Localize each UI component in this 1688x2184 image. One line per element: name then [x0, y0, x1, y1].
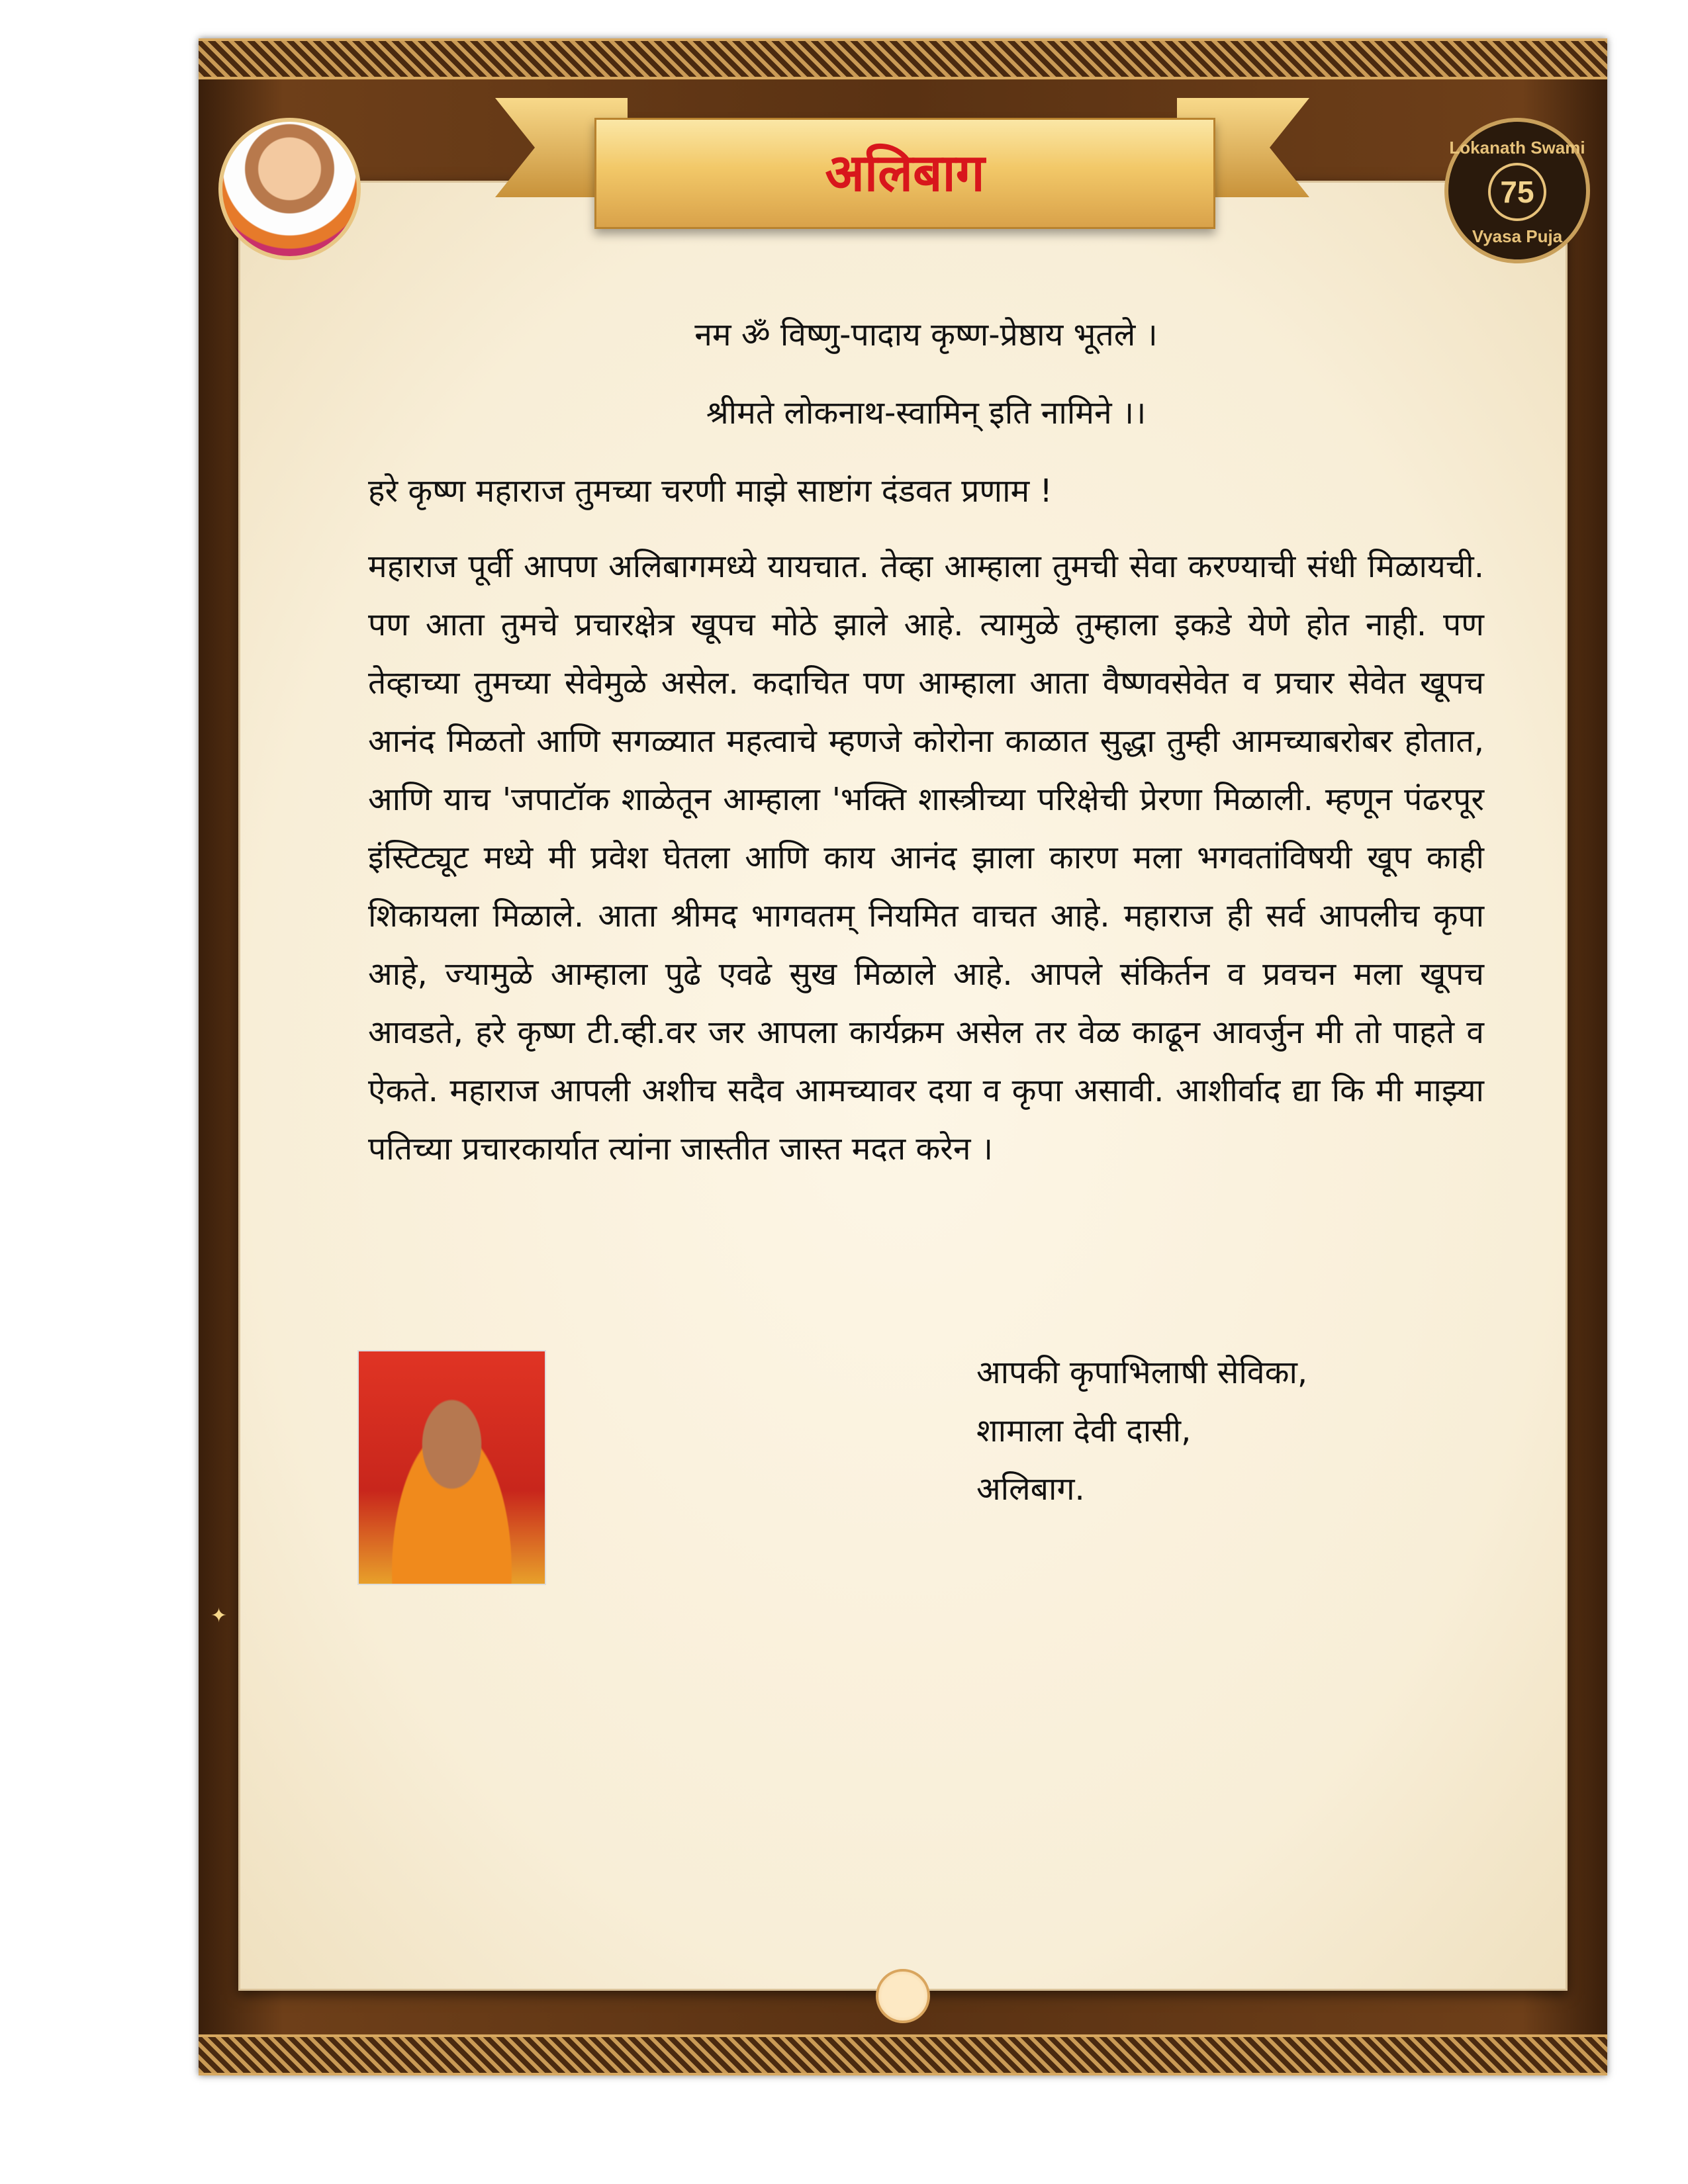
guru-portrait-photo	[218, 118, 361, 260]
signature-line-1: आपकी कृपाभिलाषी सेविका,	[976, 1354, 1308, 1391]
sparkle-icon: ✦	[211, 1604, 228, 1627]
greeting-line: हरे कृष्ण महाराज तुमच्या चरणी माझे साष्टांग दंडवत प्रणाम !	[368, 473, 1053, 510]
letter-body: महाराज पूर्वी आपण अलिबागमध्ये यायचात. तेव्हा आम्हाला तुमची सेवा करण्याची संधी मिळायची. पण आता तुमचे प्रचारक्षेत्र खूपच मोठे झाले आहे. त्यामुळे तुम्हाला इकडे येणे होत नाही. पण तेव्हाच्या तुमच्या सेवेमुळे असेल. कदाचित पण आम्हाला आता वैष्णवसेवेत व प्रचार सेवेत खूपच आनंद मिळतो आणि सगळ्यात महत्वाचे म्हणजे कोरोना काळात सुद्धा तुम्ही आमच्याबरोबर होतात, आणि याच 'जपाटॉक शाळेतून आम्हाला 'भक्ति शास्त्रीच्या परिक्षेची प्रेरणा मिळाली. म्हणून पंढरपूर इंस्टिट्यूट मध्ये मी प्रवेश घेतला आणि काय आनंद झाला कारण मला भगवतांविषयी खूप काही शिकायला मिळाले. आता श्रीमद भागवतम् नियमित वाचत आहे. महाराज ही सर्व आपलीच कृपा आहे, ज्यामुळे आम्हाला पुढे एवढे सुख मिळाले आहे. आपले संकिर्तन व प्रवचन मला खूपच आवडते, हरे कृष्ण टी.व्ही.वर जर आपला कार्यक्रम असेल तर वेळ काढून आवर्जुन मी तो पाहते व ऐकते. महाराज आपली अशीच सदैव आमच्यावर दया व कृपा असावी. आशीर्वाद द्या कि मी माझ्या पतिच्या प्रचारकार्यात त्यांना जास्तीत जास्त मदत करेन ।	[368, 548, 1484, 1167]
signature-block	[976, 1343, 1307, 1518]
top-decorative-border	[199, 38, 1607, 79]
page-title: अलिबाग	[825, 144, 985, 203]
letter-content	[368, 311, 1484, 1178]
signature-line-3: अलिबाग.	[976, 1471, 1085, 1508]
devotee-photo	[357, 1350, 546, 1585]
badge-bottom-text: Vyasa Puja	[1472, 226, 1563, 246]
shloka-line-2: श्रीमते लोकनाथ-स्वामिन् इति नामिने ।।	[706, 394, 1147, 432]
title-ribbon	[594, 118, 1215, 229]
badge-number: 75	[1488, 163, 1546, 221]
bottom-decorative-border	[199, 2034, 1607, 2075]
badge-top-text: Lokanath Swami	[1449, 138, 1585, 158]
vyasa-puja-badge	[1444, 118, 1590, 263]
signature-line-2: शामाला देवी दासी,	[976, 1412, 1192, 1449]
page-indicator-dot	[876, 1969, 930, 2023]
shloka-line-1: नम ॐ विष्णु-पादाय कृष्ण-प्रेष्ठाय भूतले ।	[694, 316, 1158, 353]
